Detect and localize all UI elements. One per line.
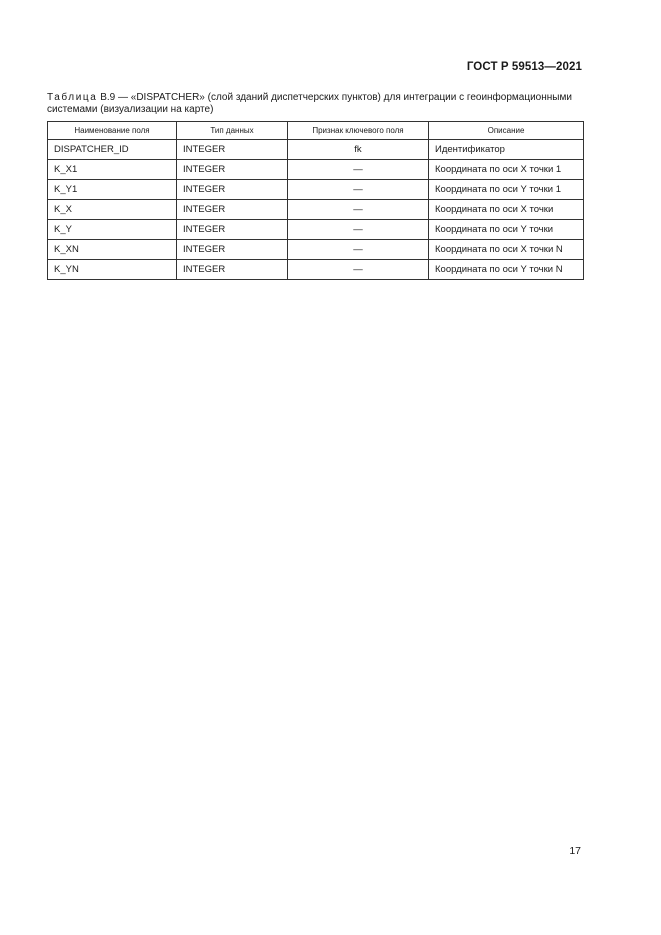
cell-key-flag: — (288, 240, 429, 260)
cell-field-name: K_Y1 (48, 180, 177, 200)
cell-data-type: INTEGER (177, 160, 288, 180)
column-header-data-type: Тип данных (177, 122, 288, 140)
table-caption (47, 92, 587, 116)
cell-data-type: INTEGER (177, 200, 288, 220)
column-header-key-flag: Признак ключевого поля (288, 122, 429, 140)
table-row (48, 200, 584, 220)
standard-code: ГОСТ Р 59513—2021 (466, 61, 582, 73)
cell-key-flag: — (288, 260, 429, 280)
cell-data-type: INTEGER (177, 180, 288, 200)
cell-field-name: K_Y (48, 220, 177, 240)
cell-key-flag: fk (288, 140, 429, 160)
caption-label: Таблица (47, 92, 98, 103)
table-row (48, 180, 584, 200)
table-row (48, 260, 584, 280)
table-row (48, 240, 584, 260)
fields-table (47, 121, 584, 280)
cell-key-flag: — (288, 180, 429, 200)
caption-text: В.9 — «DISPATCHER» (слой зданий диспетчерских пунктов) для интеграции с геоинформационными системами (визуализации на карте) (47, 92, 572, 115)
cell-data-type: INTEGER (177, 240, 288, 260)
cell-key-flag: — (288, 220, 429, 240)
cell-field-name: K_YN (48, 260, 177, 280)
cell-description: Координата по оси X точки (429, 200, 584, 220)
cell-key-flag: — (288, 160, 429, 180)
cell-description: Координата по оси Y точки 1 (429, 180, 584, 200)
table-row (48, 220, 584, 240)
cell-data-type: INTEGER (177, 140, 288, 160)
page-number: 17 (569, 845, 581, 857)
column-header-description: Описание (429, 122, 584, 140)
table-header-row (48, 122, 584, 140)
cell-description: Координата по оси Y точки (429, 220, 584, 240)
table-row (48, 140, 584, 160)
cell-field-name: DISPATCHER_ID (48, 140, 177, 160)
cell-field-name: K_XN (48, 240, 177, 260)
cell-data-type: INTEGER (177, 220, 288, 240)
cell-data-type: INTEGER (177, 260, 288, 280)
cell-description: Координата по оси Y точки N (429, 260, 584, 280)
cell-key-flag: — (288, 200, 429, 220)
column-header-field-name: Наименование поля (48, 122, 177, 140)
cell-description: Координата по оси X точки N (429, 240, 584, 260)
table-row (48, 160, 584, 180)
cell-field-name: K_X (48, 200, 177, 220)
cell-field-name: K_X1 (48, 160, 177, 180)
cell-description: Идентификатор (429, 140, 584, 160)
cell-description: Координата по оси X точки 1 (429, 160, 584, 180)
